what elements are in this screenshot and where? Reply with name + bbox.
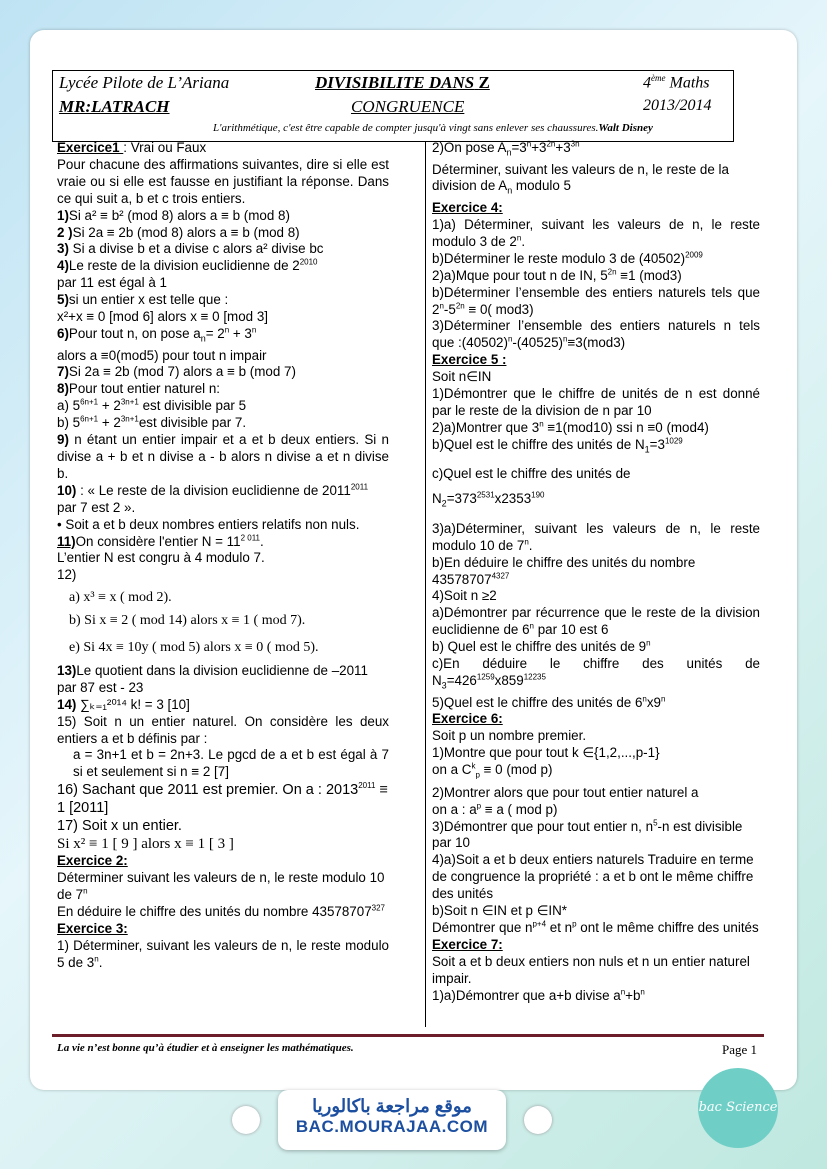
doc-subtitle: CONGRUENCE [351,97,465,116]
school-year: 2013/2014 [643,97,712,114]
doc-title: DIVISIBILITE DANS Z [315,73,490,92]
column-divider [425,142,426,1027]
right-column: 2)On pose $A_n=3^n+3^{2n}+3^{3n}$ Déterminer, suivant les valeurs de n, le reste de la division de $A_n$ modulo 5 Exercice 4: 1)a) Déterminer, suivant les valeurs de n, le reste modulo 3 de 2$^n$. b)Déterminer le reste modulo 3 de $(40502)^{2009}$ 2)a)Mque pour tout n de IN, $5^{2n} \equiv 1$ (mod3) b)Déterminer l’ensemble des entiers naturels tels que $2^n-5^{2n} \equiv 0$( mod3) 3)Déterminer l’ensemble des entiers naturels n tels que $:(40502)^n-(40525)^n\equiv 3(mod3)$ Exercice 5 : Soit n∈IN 1)Démontrer que le chiffre de unités de n est donné par le reste de la division de n par 10 2)a)Montrer que $3^n \equiv 1(mod10)$ ssi n ≡0 (mod4) b)Quel est le chiffre des unités de $N_1=3^{1029}$ c)Quel est le chiffre des unités de $N_2=373^{2531}x2353^{190}$ 3)a)Déterminer, suivant les valeurs de n, le reste modulo 10 de 7$^n$. b)En déduire le chiffre des unités du nombre $43578707^{4327}$ 4)Soit n ≥2 a)Démontrer par récurrence que le reste de la division euclidienne de 6$^n$ par 10 est 6 b) Quel est le chiffre des unités de 9$^n$ c)En déduire le chiffre des unités de $N_3=426^{1259}x859^{12235}$ 5)Quel est le chiffre des unités de 6$^n$x9$^n$ Exercice 6: Soit p un nombre premier. 1)Montre que pour tout k ∈{1,2,...,p-1} on a $C^k_p \equiv 0$ (mod p) 2)Montrer alors que pour tout entier naturel a on a : $a^p \equiv a$ ( mod p) 3)Démontrer que pour tout entier n, $n^5-n$ est divisible par 10 4)a)Soit a et b deux entiers naturels Traduire en terme de congruence la propriété : a et b ont le même chiffre des unités b)Soit n ∈IN et p ∈IN* Démontrer que $n^{p+4}$ et $n^p$ ont le même chiffre des unités Exercice 7: Soit a et b deux entiers non nuls et n un entier naturel impair. 1)a)Démontrer que a+b divise $a^n+b^n$ [432,139,760,1003]
book-logo-icon [232,1106,260,1134]
class-label: 4ème Maths [643,73,710,92]
banner-url[interactable]: BAC.MOURAJAA.COM [295,1117,489,1136]
quote: L'arithmétique, c'est être capable de compter jusqu'à vingt sans enlever ses chaussures.Walt Disney [213,122,653,134]
left-column: Exercice1 : Vrai ou Faux Pour chacune des affirmations suivantes, dire si elle est vraie ou si elle est fausse en justifiant la réponse. Dans ce qui suit a, b et c trois entiers. 1)Si a² ≡ b² (mod 8) alors a ≡ b (mod 8) 2 )Si 2a ≡ 2b (mod 8) alors a ≡ b (mod 8) 3) Si a divise b et a divise c alors a² divise bc 4)Le reste de la division euclidienne de $2^{2010}$ par 11 est égal à 1 5)si un entier x est telle que : x²+x ≡ 0 [mod 6] alors x ≡ 0 [mod 3] 6)Pour tout n, on pose $a_n= 2^n + 3^n$ alors a ≡0(mod5) pour tout n impair 7)Si 2a ≡ 2b (mod 7) alors a ≡ b (mod 7) 8)Pour tout entier naturel n: a) $5^{6n+1} + 2^{3n+1}$ est divisible par 5 b) $5^{6n+1} + 2^{3n+1}est$ divisible par 7. 9) n étant un entier impair et a et b deux entiers. Si n divise a + b et n divise a - b alors n divise a et n divise b. 10) : « Le reste de la division euclidienne de $2011^{2011}$ par 7 est 2 ». • Soit a et b deux nombres entiers relatifs non nuls. 11)On considère l'entier $N = 11^{2 011}$. L’entier N est congru à 4 modulo 7. 12) a) x³ ≡ x ( mod 2). b) Si x ≡ 2 ( mod 14) alors x ≡ 1 ( mod 7). e) Si 4x ≡ 10y ( mod 5) alors x ≡ 0 ( mod 5). 13)Le quotient dans la division euclidienne de –2011 par 87 est - 23 14) ∑ₖ₌₁²⁰¹⁴ k! = 3 [10] 15) Soit n un entier naturel. On considère les deux entiers a et b définis par : a = 3n+1 et b = 2n+3. Le pgcd de a et b est égal à 7 si et seulement si n ≡ 2 [7] 16) Sachant que 2011 est premier. On a : $2013^{2011} \equiv 1$ [2011] 17) Soit x un entier. Si x² ≡ 1 [ 9 ] alors x ≡ 1 [ 3 ] Exercice 2: Déterminer suivant les valeurs de n, le reste modulo 10 de 7$^n$ En déduire le chiffre des unités du nombre 43578707$^{327}$ Exercice 3: 1) Déterminer, suivant les valeurs de n, le reste modulo 5 de 3$^n$. [57,140,389,970]
footer-rule [52,1034,764,1037]
banner-arabic: موقع مراجعة باكالوريا [312,1096,472,1116]
page-number: Page 1 [722,1042,758,1057]
site-banner[interactable] [278,1090,506,1150]
school-name: Lycée Pilote de L’Ariana [59,73,230,92]
book-logo-icon [524,1106,552,1134]
footer-motto: La vie n’est bonne qu’à étudier et à enseigner les mathématiques. [57,1042,354,1054]
bac-science-badge: bac Science [698,1068,778,1148]
teacher-name: MR:LATRACH [59,97,170,116]
header-box [52,70,734,142]
